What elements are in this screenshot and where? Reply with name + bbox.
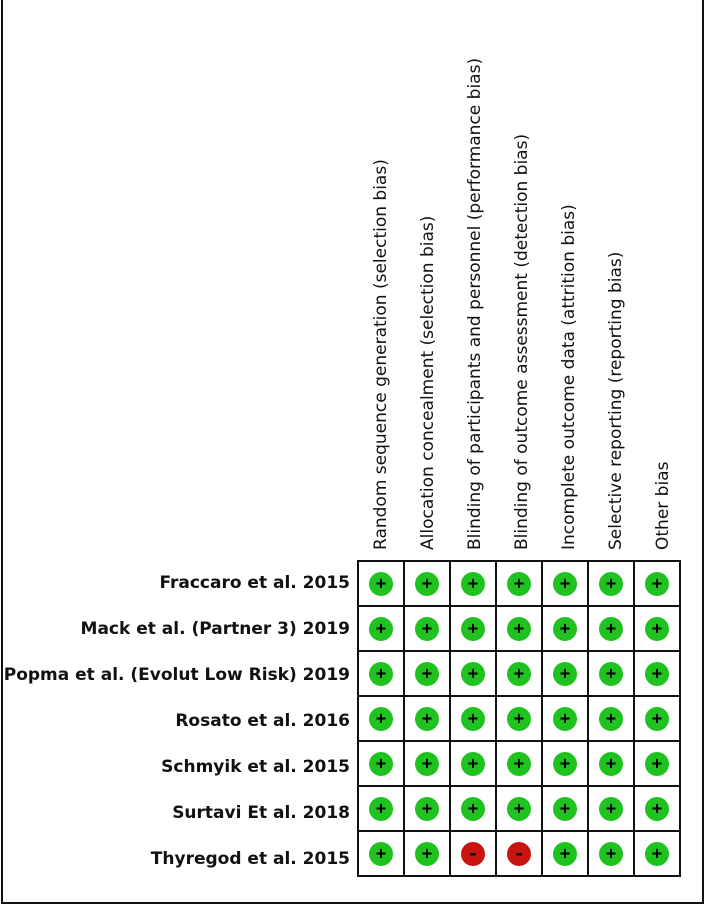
low-risk-icon: +: [369, 662, 393, 686]
grid-cell: [634, 561, 680, 606]
table-row: [358, 741, 680, 786]
low-risk-icon: +: [461, 752, 485, 776]
low-risk-icon: +: [645, 572, 669, 596]
low-risk-icon: +: [415, 662, 439, 686]
low-risk-icon: +: [645, 797, 669, 821]
high-risk-icon: -: [461, 842, 485, 866]
column-header-1: Allocation concealment (selection bias): [418, 215, 438, 550]
grid-cell: [634, 606, 680, 651]
grid-cell: [542, 741, 588, 786]
column-header-0: Random sequence generation (selection bias): [371, 159, 391, 550]
grid-cell: [404, 651, 450, 696]
low-risk-icon: +: [507, 662, 531, 686]
grid-cell: [496, 741, 542, 786]
grid-cell: [450, 651, 496, 696]
low-risk-icon: +: [369, 617, 393, 641]
grid-cell: [588, 651, 634, 696]
low-risk-icon: +: [415, 617, 439, 641]
table-row: [358, 561, 680, 606]
study-label: Popma et al. (Evolut Low Risk) 2019: [3, 665, 350, 685]
grid-cell: [496, 786, 542, 831]
grid-cell: [588, 786, 634, 831]
grid-cell: [542, 561, 588, 606]
low-risk-icon: +: [599, 572, 623, 596]
low-risk-icon: +: [507, 752, 531, 776]
low-risk-icon: +: [461, 662, 485, 686]
study-label: Surtavi Et al. 2018: [172, 803, 350, 823]
grid-cell: [588, 606, 634, 651]
low-risk-icon: +: [415, 707, 439, 731]
grid-cell: [404, 786, 450, 831]
grid-cell: [358, 561, 404, 606]
grid-cell: [542, 606, 588, 651]
grid-cell: [404, 696, 450, 741]
low-risk-icon: +: [645, 707, 669, 731]
grid-cell: [358, 606, 404, 651]
grid-cell: [358, 786, 404, 831]
column-header-4: Incomplete outcome data (attrition bias): [559, 204, 579, 550]
grid-cell: [634, 651, 680, 696]
grid-cell: [450, 741, 496, 786]
table-row: [358, 696, 680, 741]
low-risk-icon: +: [415, 842, 439, 866]
low-risk-icon: +: [599, 707, 623, 731]
low-risk-icon: +: [645, 662, 669, 686]
study-label: Mack et al. (Partner 3) 2019: [80, 619, 350, 639]
low-risk-icon: +: [645, 842, 669, 866]
low-risk-icon: +: [369, 842, 393, 866]
column-header-3: Blinding of outcome assessment (detection bias): [512, 133, 532, 550]
grid-cell: [358, 741, 404, 786]
low-risk-icon: +: [415, 797, 439, 821]
low-risk-icon: +: [553, 842, 577, 866]
table-row: [358, 651, 680, 696]
low-risk-icon: +: [553, 662, 577, 686]
low-risk-icon: +: [507, 797, 531, 821]
grid-cell: [450, 561, 496, 606]
grid-cell: [450, 606, 496, 651]
low-risk-icon: +: [507, 707, 531, 731]
low-risk-icon: +: [645, 752, 669, 776]
low-risk-icon: +: [369, 752, 393, 776]
grid-cell: [588, 696, 634, 741]
grid-cell: [404, 606, 450, 651]
low-risk-icon: +: [461, 617, 485, 641]
low-risk-icon: +: [553, 617, 577, 641]
grid-cell: [404, 741, 450, 786]
grid-cell: [496, 606, 542, 651]
grid-cell: [542, 651, 588, 696]
study-label: Rosato et al. 2016: [175, 711, 350, 731]
low-risk-icon: +: [645, 617, 669, 641]
low-risk-icon: +: [599, 617, 623, 641]
low-risk-icon: +: [369, 572, 393, 596]
table-row: [358, 606, 680, 651]
low-risk-icon: +: [553, 572, 577, 596]
grid-cell: [542, 696, 588, 741]
grid-cell: [404, 561, 450, 606]
grid-cell: [588, 741, 634, 786]
low-risk-icon: +: [461, 707, 485, 731]
low-risk-icon: +: [553, 707, 577, 731]
low-risk-icon: +: [507, 572, 531, 596]
grid-cell: [496, 561, 542, 606]
grid-cell: [450, 696, 496, 741]
risk-of-bias-grid: [357, 560, 681, 877]
grid-cell: [588, 831, 634, 876]
low-risk-icon: +: [369, 797, 393, 821]
low-risk-icon: +: [369, 707, 393, 731]
low-risk-icon: +: [599, 662, 623, 686]
column-header-2: Blinding of participants and personnel (performance bias): [465, 57, 485, 550]
grid-cell: [404, 831, 450, 876]
study-label: Schmyik et al. 2015: [161, 757, 350, 777]
column-header-6: Other bias: [653, 461, 673, 550]
grid-cell: [450, 831, 496, 876]
grid-cell: [358, 831, 404, 876]
table-row: [358, 831, 680, 876]
grid-cell: [634, 696, 680, 741]
low-risk-icon: +: [415, 752, 439, 776]
low-risk-icon: +: [599, 797, 623, 821]
grid-cell: [634, 786, 680, 831]
low-risk-icon: +: [415, 572, 439, 596]
table-row: [358, 786, 680, 831]
study-label: Fraccaro et al. 2015: [159, 573, 350, 593]
grid-cell: [358, 651, 404, 696]
low-risk-icon: +: [599, 842, 623, 866]
grid-cell: [542, 786, 588, 831]
grid-cell: [542, 831, 588, 876]
grid-cell: [496, 831, 542, 876]
high-risk-icon: -: [507, 842, 531, 866]
grid-cell: [634, 741, 680, 786]
low-risk-icon: +: [553, 797, 577, 821]
low-risk-icon: +: [461, 797, 485, 821]
column-header-5: Selective reporting (reporting bias): [606, 251, 626, 550]
study-label: Thyregod et al. 2015: [150, 849, 350, 869]
low-risk-icon: +: [599, 752, 623, 776]
grid-cell: [588, 561, 634, 606]
grid-cell: [450, 786, 496, 831]
grid-cell: [634, 831, 680, 876]
grid-cell: [496, 696, 542, 741]
grid-cell: [496, 651, 542, 696]
low-risk-icon: +: [553, 752, 577, 776]
low-risk-icon: +: [507, 617, 531, 641]
low-risk-icon: +: [461, 572, 485, 596]
grid-cell: [358, 696, 404, 741]
